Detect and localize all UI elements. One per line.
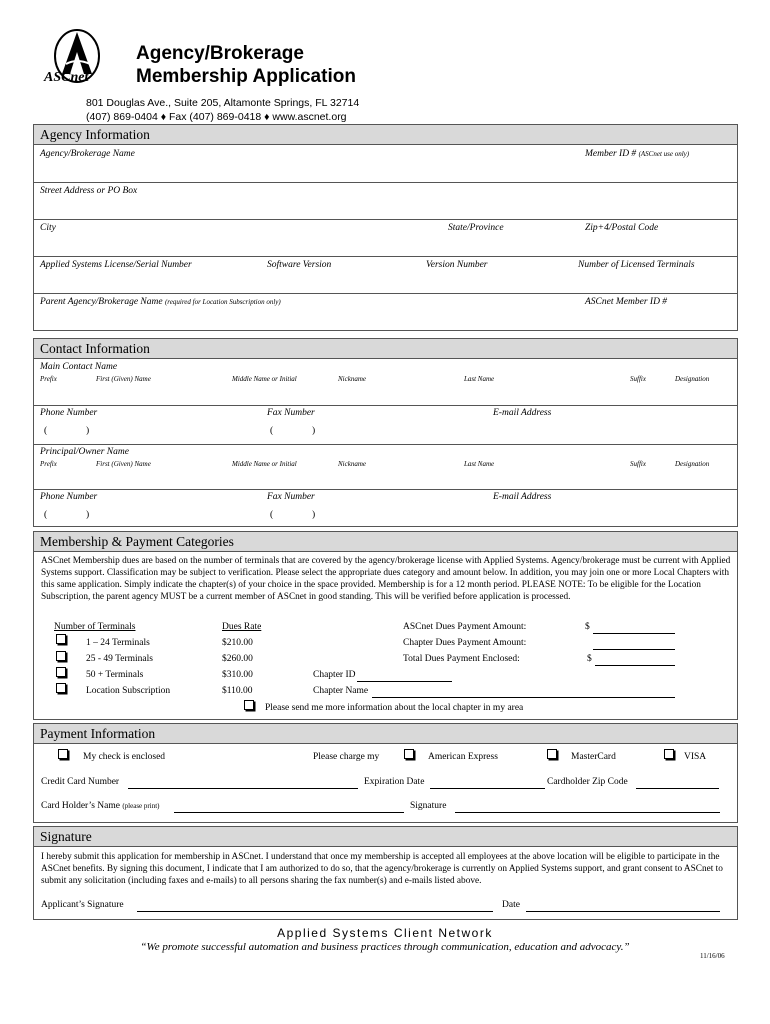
tier-50-plus-checkbox[interactable]: [56, 667, 66, 677]
payment-box: [33, 744, 738, 823]
dues-amount-field[interactable]: [593, 624, 675, 634]
contact-section-header: Contact Information: [33, 338, 738, 359]
tier-1-24-label: 1 – 24 Terminals: [86, 638, 150, 648]
dues-dollar-sign: $: [585, 622, 590, 632]
page-title: Agency/Brokerage Membership Application: [136, 43, 356, 87]
chapter-id-label: Chapter ID: [313, 670, 356, 680]
middle-name-label: Middle Name or Initial: [232, 375, 297, 383]
phone-label: Phone Number: [40, 492, 98, 502]
dues-column-header: Dues Rate: [222, 622, 262, 632]
terminals-label: Number of Licensed Terminals: [578, 260, 695, 270]
signature-section-header: Signature: [33, 826, 738, 847]
membership-paragraph: ASCnet Membership dues are based on the number of terminals that are covered by the agency/brokerage license with Applied Systems. Agency/brokerage must be current with Applied Systems support. Classification may be subject to verification. Please select the appropriate dues category and amount below. In addition, you may join one or more Local Chapters with this same application. Simply indicate the chapter(s) of your choice in the space provided. Membership is for a 12 month period. PLEASE NOTE: To be eligible for the Location Subscription, the parent agency MUST be a current member of ASCnet in good standing. This will be verified before application is processed.: [41, 556, 731, 602]
total-label: Total Dues Payment Enclosed:: [403, 654, 520, 664]
payment-signature-label: Signature: [410, 801, 447, 811]
date-field[interactable]: [526, 902, 720, 912]
total-dollar-sign: $: [587, 654, 592, 664]
fax-label: Fax Number: [267, 408, 315, 418]
expiration-field[interactable]: [430, 779, 545, 789]
membership-box: [33, 552, 738, 720]
principal-label: Principal/Owner Name: [40, 447, 129, 457]
phone-label: Phone Number: [40, 408, 98, 418]
tier-1-24-rate: $210.00: [222, 638, 253, 648]
email-label: E-mail Address: [493, 408, 552, 418]
nickname-label: Nickname: [338, 375, 366, 383]
signature-box: [33, 847, 738, 920]
fax-paren-close: ): [312, 426, 316, 436]
more-info-checkbox[interactable]: [244, 700, 254, 710]
visa-checkbox[interactable]: [664, 749, 674, 759]
tier-50-plus-label: 50 + Terminals: [86, 670, 144, 680]
last-name-label: Last Name: [464, 460, 495, 468]
footer-motto: “We promote successful automation and business practices through communication, education and advocacy.”: [140, 941, 630, 953]
location-subscription-rate: $110.00: [222, 686, 253, 696]
cc-number-label: Credit Card Number: [41, 777, 120, 787]
chapter-id-field[interactable]: [357, 672, 452, 682]
agency-section-header: Agency Information: [33, 124, 738, 145]
fax-paren-open: (: [270, 426, 274, 436]
email-label: E-mail Address: [493, 492, 552, 502]
location-subscription-label: Location Subscription: [86, 686, 171, 696]
date-label: Date: [502, 900, 520, 910]
check-enclosed-label: My check is enclosed: [83, 752, 166, 762]
tier-25-49-checkbox[interactable]: [56, 651, 66, 661]
total-field[interactable]: [595, 656, 675, 666]
tier-50-plus-rate: $310.00: [222, 670, 253, 680]
visa-label: VISA: [684, 752, 707, 762]
license-label: Applied Systems License/Serial Number: [40, 260, 192, 270]
version-number-label: Version Number: [426, 260, 488, 270]
city-label: City: [40, 223, 56, 233]
agency-name-label: Agency/Brokerage Name: [40, 149, 135, 159]
chapter-amount-label: Chapter Dues Payment Amount:: [403, 638, 527, 648]
member-id-label: Member ID # (ASCnet use only): [585, 149, 690, 159]
nickname-label: Nickname: [338, 460, 366, 468]
payment-signature-field[interactable]: [455, 803, 720, 813]
first-name-label: First (Given) Name: [96, 375, 151, 383]
software-version-label: Software Version: [267, 260, 332, 270]
fax-label: Fax Number: [267, 492, 315, 502]
applicant-signature-label: Applicant’s Signature: [41, 900, 124, 910]
contact-info-box: [33, 359, 738, 527]
cardholder-name-label: Card Holder’s Name (please print): [41, 801, 160, 811]
fax-paren-close: ): [312, 510, 316, 520]
footer-org: Applied Systems Client Network: [277, 926, 493, 940]
tier-25-49-label: 25 - 49 Terminals: [86, 654, 153, 664]
suffix-label: Suffix: [630, 460, 646, 468]
zip-label: Zip+4/Postal Code: [585, 223, 659, 233]
cardholder-name-field[interactable]: [174, 803, 404, 813]
chapter-name-label: Chapter Name: [313, 686, 369, 696]
street-label: Street Address or PO Box: [40, 186, 138, 196]
fax-paren-open: (: [270, 510, 274, 520]
location-subscription-checkbox[interactable]: [56, 683, 66, 693]
tier-1-24-checkbox[interactable]: [56, 634, 66, 644]
designation-label: Designation: [675, 460, 710, 468]
suffix-label: Suffix: [630, 375, 646, 383]
prefix-label: Prefix: [40, 460, 57, 468]
logo-text: ASCnet: [44, 70, 89, 85]
org-address: 801 Douglas Ave., Suite 205, Altamonte Springs, FL 32714 (407) 869-0404 ♦ Fax (407) 869-0418 ♦ www.ascnet.org: [86, 97, 360, 123]
phone-paren-close: ): [86, 426, 90, 436]
first-name-label: First (Given) Name: [96, 460, 151, 468]
phone-paren-open: (: [44, 510, 48, 520]
cardholder-zip-label: Cardholder Zip Code: [547, 777, 628, 787]
membership-section-header: Membership & Payment Categories: [33, 531, 738, 552]
cc-number-field[interactable]: [128, 779, 358, 789]
cardholder-zip-field[interactable]: [636, 779, 719, 789]
prefix-label: Prefix: [40, 375, 57, 383]
mastercard-label: MasterCard: [571, 752, 616, 762]
mastercard-checkbox[interactable]: [547, 749, 557, 759]
check-enclosed-checkbox[interactable]: [58, 749, 68, 759]
applicant-signature-field[interactable]: [137, 902, 493, 912]
main-contact-label: Main Contact Name: [40, 362, 118, 372]
state-label: State/Province: [448, 223, 504, 233]
middle-name-label: Middle Name or Initial: [232, 460, 297, 468]
parent-agency-label: Parent Agency/Brokerage Name (required for Location Subscription only): [40, 297, 281, 307]
phone-paren-open: (: [44, 426, 48, 436]
dues-amount-label: ASCnet Dues Payment Amount:: [403, 622, 527, 632]
amex-label: American Express: [428, 752, 498, 762]
designation-label: Designation: [675, 375, 710, 383]
signature-paragraph: I hereby submit this application for membership in ASCnet. I understand that once my membership is accepted all employees at the above location will be eligible to participate in the ASCnet benefits. By signing this document, I indicate that I am authorized to do so, that the agency/brokerage is currently on Applied Systems support, and grant consent to ASCnet to submit any solicitation (including faxes and e-mails) to all persons sharing the fax number(s) and e-mails listed above.: [41, 852, 723, 886]
expiration-label: Expiration Date: [364, 777, 425, 787]
terminals-column-header: Number of Terminals: [54, 622, 136, 632]
phone-paren-close: ): [86, 510, 90, 520]
more-info-label: Please send me more information about the local chapter in my area: [265, 703, 524, 713]
payment-section-header: Payment Information: [33, 723, 738, 744]
form-date: 11/16/06: [700, 952, 725, 960]
amex-checkbox[interactable]: [404, 749, 414, 759]
chapter-name-field[interactable]: [372, 688, 675, 698]
charge-label: Please charge my: [313, 752, 380, 762]
tier-25-49-rate: $260.00: [222, 654, 253, 664]
chapter-amount-field[interactable]: [593, 640, 675, 650]
ascnet-member-id-label: ASCnet Member ID #: [585, 297, 668, 307]
last-name-label: Last Name: [464, 375, 495, 383]
agency-info-box: [33, 145, 738, 331]
